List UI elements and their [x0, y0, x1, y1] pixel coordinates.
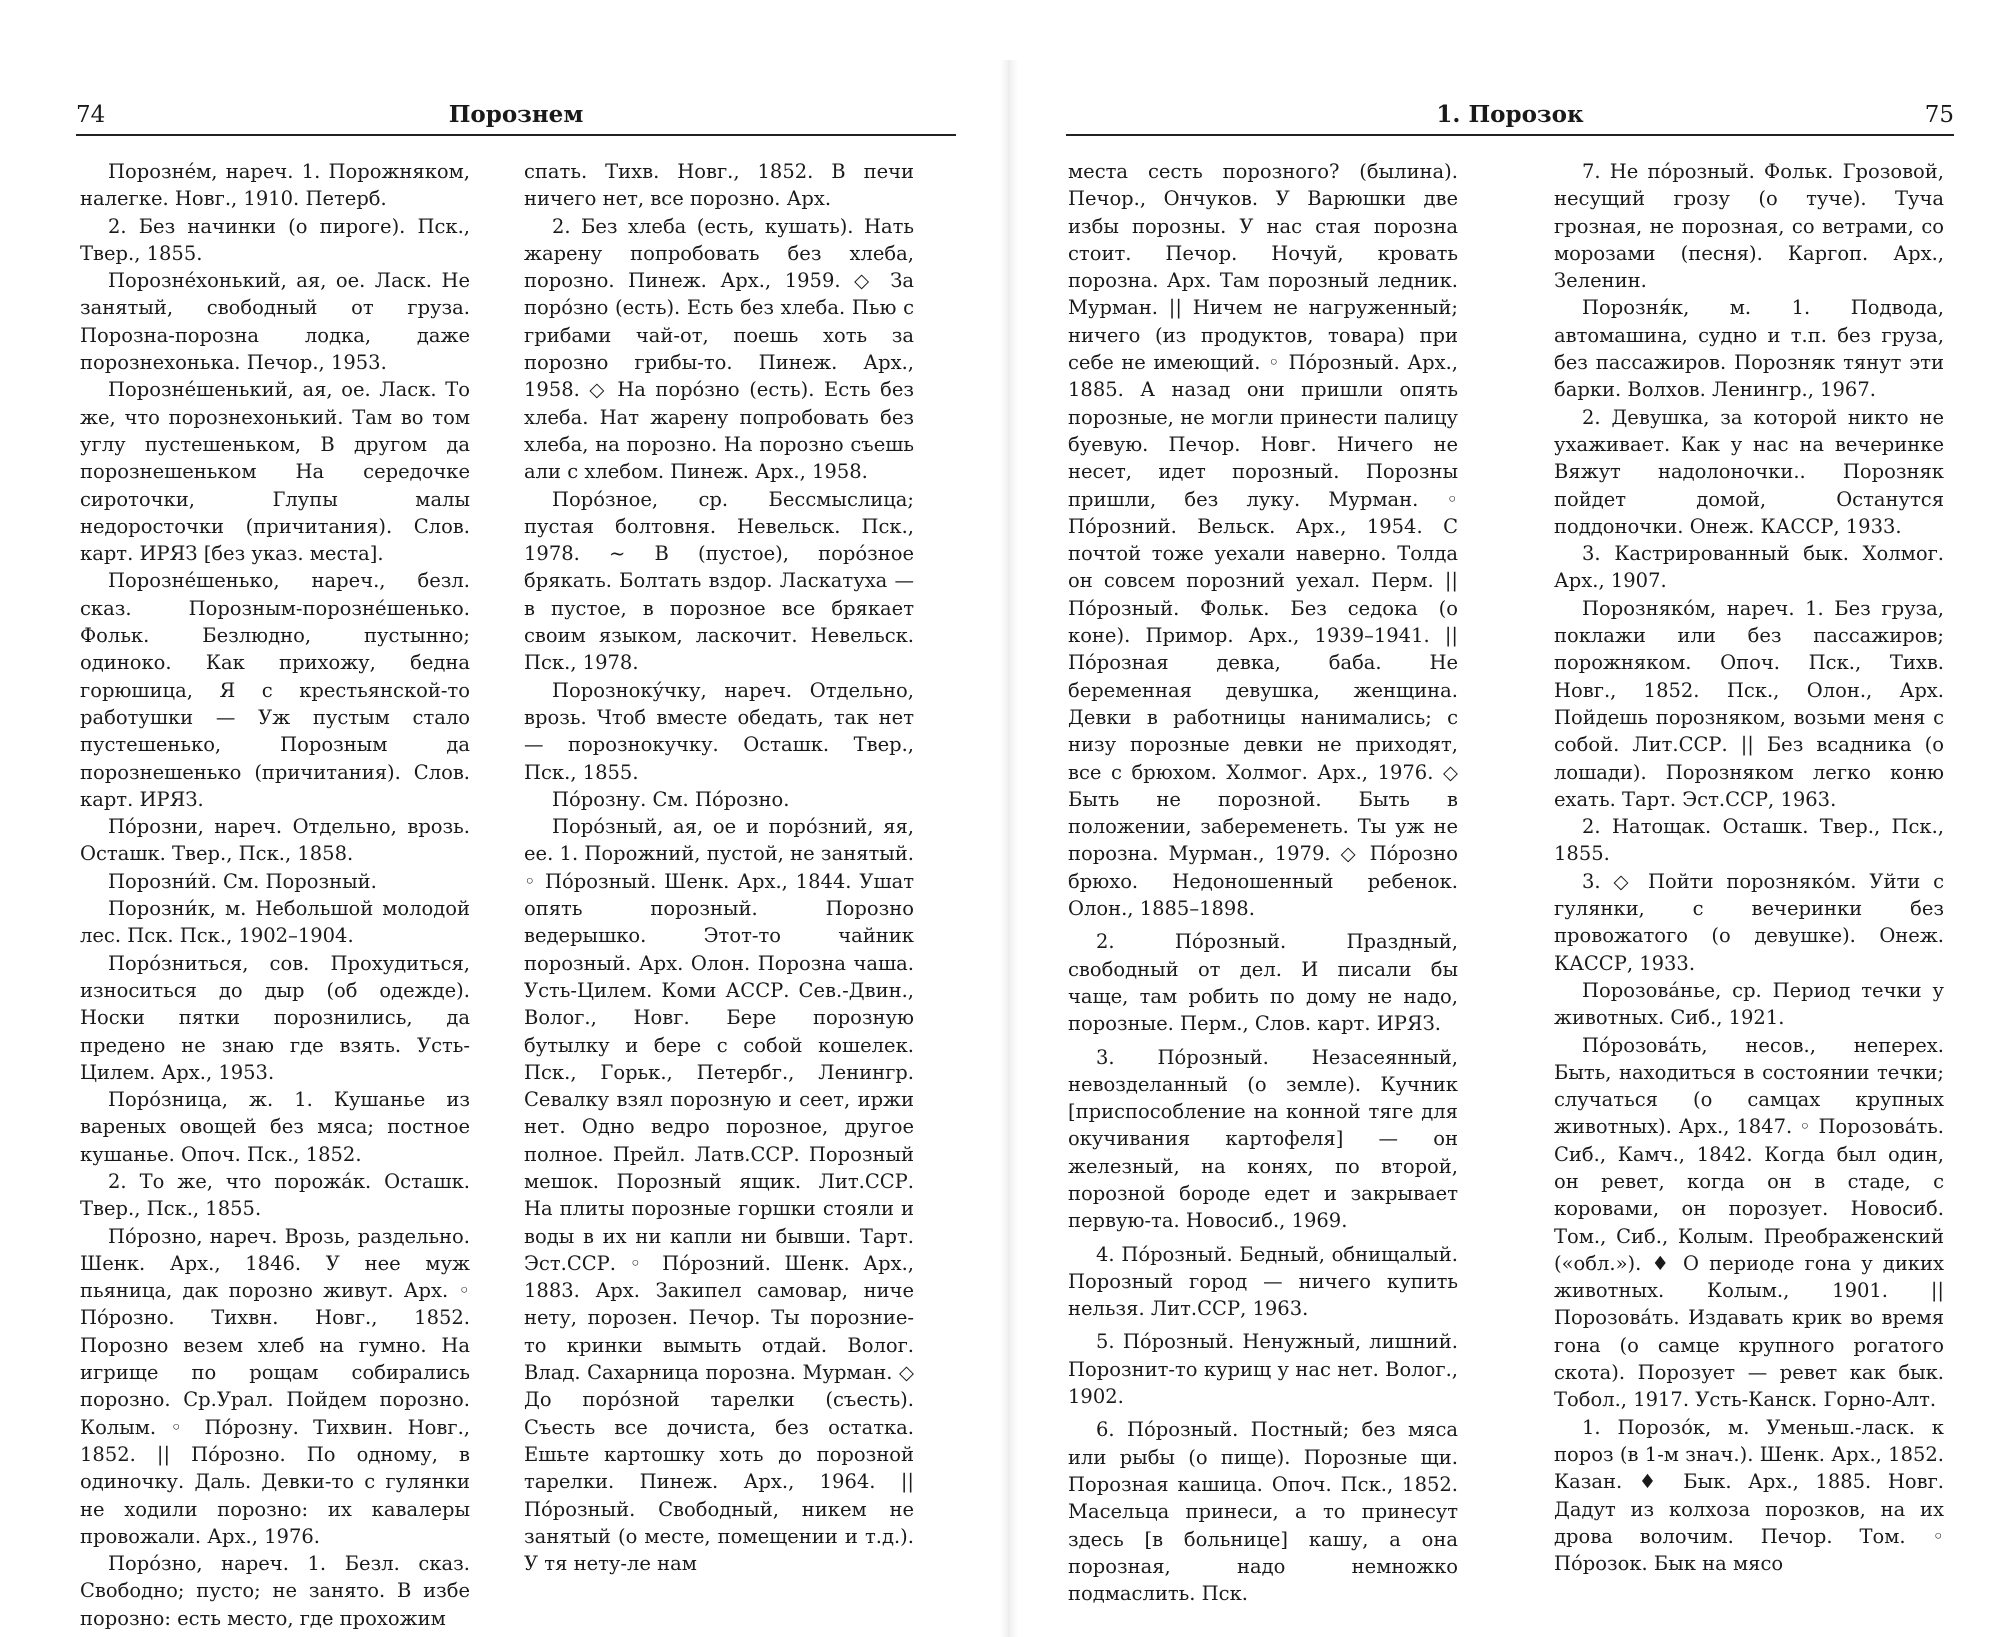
- dictionary-entry: Порозне́шенько, нареч., безл. сказ. Порозным-порозне́шенько. Фольк. Безлюдно, пустынно; одиноко. Как прихожу, бедна горюшица, Я с крестьянской-то работушки — Уж пустым стало пустешенько, Порозным да порознешенько (причитания). Слов. карт. ИРЯЗ.: [80, 569, 470, 811]
- dictionary-entry: 2. Без хлеба (есть, кушать). Нать жарену попробовать без хлеба, порозно. Пинеж. Арх., 1959. ◇ За поро́зно (есть). Есть без хлеба. Пью с грибами чай-от, поешь хоть за порозно грибы-то. Пинеж. Арх., 1958. ◇ На поро́зно (есть). Есть без хлеба. Нат жарену попробовать без хлеба, на порозно. На порозно съешь али с хлебом. Пинеж. Арх., 1958.: [524, 214, 914, 484]
- dictionary-entry: По́розну. См. По́розно.: [552, 787, 790, 811]
- dictionary-entry: Поро́зно, нареч. 1. Безл. сказ. Свободно; пусто; не занято. В избе порозно: есть место, где прохожим: [80, 1552, 470, 1630]
- dictionary-entry: 3. Кастрированный бык. Холмог. Арх., 1907.: [1554, 542, 1944, 593]
- left-page-header: [76, 100, 956, 136]
- dictionary-entry: 7. Не по́розный. Фольк. Грозовой, несущий грозу (о туче). Туча грозная, не порозная, со ветрами, со морозами (песня). Каргоп. Арх., Зеленин.: [1554, 160, 1944, 293]
- right-header-word: 1. Порозок: [1436, 101, 1584, 128]
- dictionary-entry: По́розно, нареч. Врозь, раздельно. Шенк. Арх., 1846. У нее муж пьяница, дак порозно живут. Арх. ◦ По́розно. Тихвн. Новг., 1852. Порозно везем хлеб на гумно. На игрище по рощам собирались порозно. Ср.Урал. Пойдем порозно. Колым. ◦ По́розну. Тихвин. Новг., 1852. || По́розно. По одному, в одиночку. Даль. Девки-то с гулянки не ходили порозно: их кавалеры провожали. Арх., 1976.: [80, 1224, 470, 1548]
- dictionary-entry: Порозни́й. См. Порозный.: [108, 869, 377, 893]
- dictionary-entry: 1. Порозо́к, м. Уменьш.-ласк. к пороз (в 1-м знач.). Шенк. Арх., 1852. Казан. ♦ Бык. Арх., 1885. Новг. Дадут из колхоза порозков, на их дрова волочим. Печор. Том. ◦ По́розок. Бык на мясо: [1554, 1415, 1944, 1576]
- dictionary-entry: 3. ◇ Пойти порозняко́м. Уйти с гулянки, с вечеринки без провожатого (о девушке). Онеж. КАССР, 1933.: [1554, 869, 1944, 975]
- right-page-header: [1066, 100, 1954, 136]
- dictionary-entry: Порозни́к, м. Небольшой молодой лес. Пск. Пск., 1902–1904.: [80, 897, 470, 948]
- dictionary-entry: Порозова́нье, ср. Период течки у животных. Сиб., 1921.: [1554, 978, 1944, 1030]
- left-page-number: 74: [76, 102, 106, 128]
- column-2: [524, 158, 914, 1577]
- dictionary-entry: 3. По́розный. Незасеянный, невозделанный (о земле). Кучник [приспособление на конной тяге для окучивания картофеля] — он железный, на конях, по второй, порозной бороде едет и закрывает первую-та. Новосиб., 1969.: [1068, 1045, 1458, 1233]
- dictionary-entry: Порозня́к, м. 1. Подвода, автомашина, судно и т.п. без груза, без пассажиров. Порозняк тянут эти барки. Волхов. Ленингр., 1967.: [1554, 296, 1944, 402]
- column-4: [1554, 158, 1944, 1577]
- dictionary-entry: Поро́зное, ср. Бессмыслица; пустая болтовня. Невельск. Пск., 1978. ~ В (пустое), поро́зное брякать. Болтать вздор. Ласкатуха — в пустое, в порозное все брякает своим языком, ласкочит. Невельск. Пск., 1978.: [524, 487, 914, 675]
- dictionary-entry: По́розова́ть, несов., неперех. Быть, находиться в состоянии течки; случаться (о самцах крупных животных). Арх., 1847. ◦ Порозова́ть. Сиб., Камч., 1842. Когда был один, он ревет, когда он в стаде, с коровами, он порозует. Новосиб. Том., Сиб., Колым. Преображенский («обл.»). ♦ О периоде гона у диких животных. Колым., 1901. || Порозова́ть. Издавать крик во время гона (о самце крупного рогатого скота). Порозует — ревет как бык. Тобол., 1917. Усть-Канск. Горно-Алт.: [1554, 1033, 1944, 1412]
- dictionary-entry: Поро́зниться, сов. Прохудиться, износиться до дыр (об одежде). Носки пятки порознились, да предено не знаю где взять. Усть-Цилем. Арх., 1953.: [80, 951, 470, 1084]
- right-page-number: 75: [1924, 102, 1954, 128]
- dictionary-entry: 2. По́розный. Праздный, свободный от дел. И писали бы чаще, там робить по дому не надо, порозные. Перм., Слов. карт. ИРЯЗ.: [1068, 930, 1458, 1036]
- left-header-word: Порознем: [448, 101, 584, 128]
- dictionary-entry: места сесть порозного? (былина). Печор., Ончуков. У Варюшки две избы порозны. У нас стая порозна стоит. Печор. Ночуй, кровать порозна. Арх. Там порозный ледник. Мурман. || Ничем не нагруженный; ничего (из продуктов, товара) при себе не имеющий. ◦ По́розный. Арх., 1885. А назад они пришли опять порозные, не могли принести палицу буевую. Печор. Новг. Ничего не несет, идет порозный. Порозны пришли, без луку. Мурман. ◦ По́розний. Вельск. Арх., 1954. С почтой тоже уехали наверно. Толда он совсем порозний уехал. Перм. || По́розный. Фольк. Без седока (о коне). Примор. Арх., 1939–1941. || По́розная девка, баба. Не беременная девушка, женщина. Девки в работницы нанимались; с низу порозные девки не приходят, все с брюхом. Холмог. Арх., 1976. ◇ Быть не порозной. Быть в положении, забеременеть. Ты уж не порозна. Мурман., 1979. ◇ По́розно брюхо. Недоношенный ребенок. Олон., 1885–1898.: [1068, 160, 1458, 921]
- dictionary-entry: 2. То же, что порожа́к. Осташк. Твер., Пск., 1855.: [80, 1169, 470, 1221]
- column-1: [80, 158, 470, 1632]
- dictionary-entry: 2. Девушка, за которой никто не ухаживает. Как у нас на вечеринке Вяжут надолоночки.. Порозняк пойдет домой, Останутся поддоночки. Онеж. КАССР, 1933.: [1554, 405, 1944, 538]
- dictionary-entry: Порозне́шенький, ая, ое. Ласк. То же, что порознехонький. Там во том углу пустешеньком, В другом да порознешеньком На середочке сироточки, Глупы малы недоросточки (причитания). Слов. карт. ИРЯЗ [без указ. места].: [80, 378, 470, 566]
- dictionary-entry: Порозне́хонький, ая, ое. Ласк. Не занятый, свободный от груза. Порозна-порозна лодка, даже порознехонька. Печор., 1953.: [80, 269, 470, 375]
- dictionary-entry: спать. Тихв. Новг., 1852. В печи ничего нет, все порозно. Арх.: [524, 160, 914, 211]
- dictionary-entry: 4. По́розный. Бедный, обнищалый. Порозный город — ничего купить нельзя. Лит.ССР, 1963.: [1068, 1242, 1458, 1321]
- dictionary-entry: Порознoку́чку, нареч. Отдельно, врозь. Чтоб вместе обедать, так нет — порознокучку. Осташк. Твер., Пск., 1855.: [524, 678, 914, 784]
- dictionary-entry: 2. Натощак. Осташк. Твер., Пск., 1855.: [1554, 815, 1944, 866]
- dictionary-entry: Поро́зный, ая, ое и поро́зний, яя, ее. 1. Порожний, пустой, не занятый. ◦ По́розный. Шенк. Арх., 1844. Ушат опять порозный. Порозно ведерышко. Этот-то чайник порозный. Арх. Олон. Порозна чаша. Усть-Цилем. Коми АССР. Сев.-Двин., Волог., Новг. Бере порозную бутылку и бере с собой кошелек. Пск., Горьк., Петербг., Ленингр. Севалку взял порозную и сеет, иржи нет. Одно ведро порозное, другое полное. Прейл. Латв.ССР. Порозный мешок. Порозный ящик. Лит.ССР. На плиты порозные горшки стояли и воды в их ни капли ни бывши. Тарт. Эст.ССР. ◦ По́розний. Шенк. Арх., 1883. Арх. Закипел самовар, ниче нету, порозен. Печор. Ты порозние-то кринки вымыть отдай. Волог. Влад. Сахарница порозна. Мурман. ◇ До поро́зной тарелки (съесть). Съесть все дочиста, без остатка. Ешьте картошку хоть до порозной тарелки. Пинеж. Арх., 1964. || По́розный. Свободный, никем не занятый (о месте, помещении и т.д.). У тя нету-ле нам: [524, 815, 914, 1576]
- dictionary-entry: 6. По́розный. Постный; без мяса или рыбы (о пище). Порозные щи. Порозная кашица. Опоч. Пск., 1852. Масельца принеси, а то принесут здесь [в больнице] кашу, а она порозная, надо немножко подмаслить. Пск.: [1068, 1418, 1458, 1606]
- dictionary-entry: 2. Без начинки (о пироге). Пск., Твер., 1855.: [80, 214, 470, 265]
- book-gutter: [1000, 60, 1018, 1637]
- dictionary-entry: По́розни, нареч. Отдельно, врозь. Осташк. Твер., Пск., 1858.: [80, 815, 470, 866]
- column-3: [1068, 158, 1458, 1607]
- dictionary-entry: Порозняко́м, нареч. 1. Без груза, поклажи или без пассажиров; порожняком. Опоч. Пск., Тихв. Новг., 1852. Пск., Олон., Арх. Пойдешь порозняком, возьми меня с собой. Лит.ССР. || Без всадника (о лошади). Порозняком легко коню ехать. Тарт. Эст.ССР, 1963.: [1554, 596, 1944, 811]
- dictionary-entry: Поро́зница, ж. 1. Кушанье из вареных овощей без мяса; постное кушанье. Опоч. Пск., 1852.: [80, 1088, 470, 1166]
- dictionary-entry: Порозне́м, нареч. 1. Порожняком, налегке. Новг., 1910. Петерб.: [80, 160, 470, 211]
- dictionary-entry: 5. По́розный. Ненужный, лишний. Порознит-то курищ у нас нет. Волог., 1902.: [1068, 1330, 1458, 1409]
